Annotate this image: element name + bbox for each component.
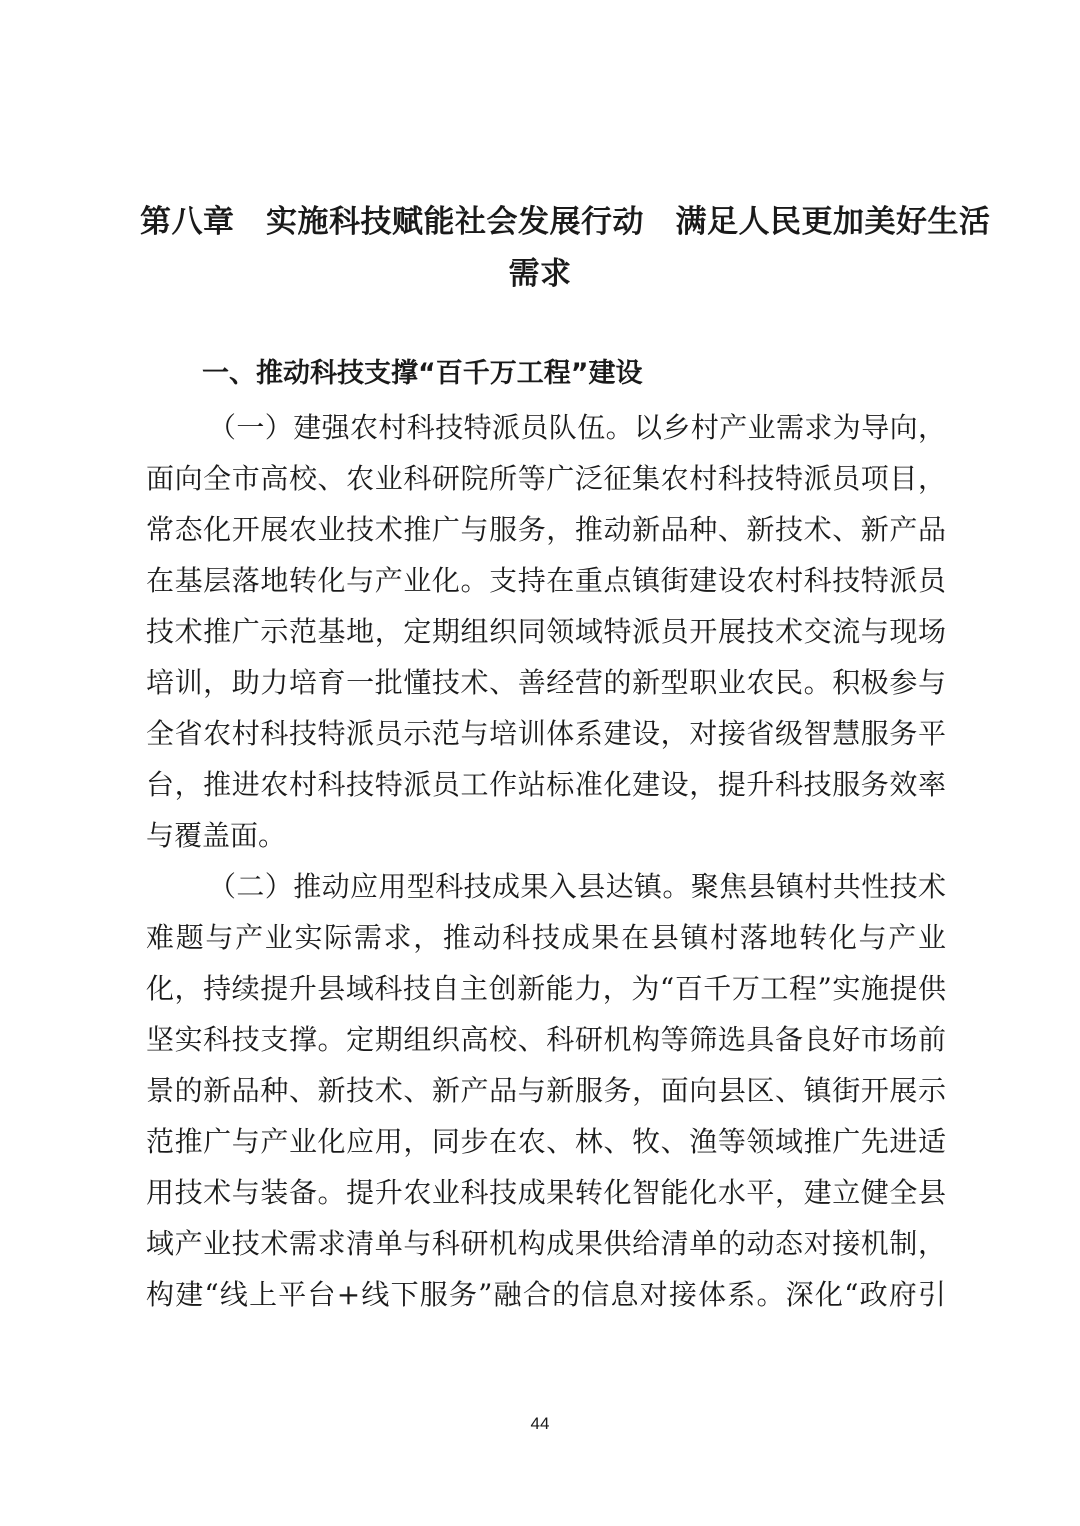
chapter-title-line-2: 需求 — [508, 256, 572, 292]
paragraph-1-line: 常态化开展农业技术推广与服务，推动新品种、新技术、新产品 — [146, 513, 946, 546]
paragraph-2-line: （二）推动应用型科技成果入县达镇。聚焦县镇村共性技术 — [208, 870, 946, 903]
paragraph-2-line: 范推广与产业化应用，同步在农、林、牧、渔等领域推广先进适 — [146, 1125, 946, 1158]
paragraph-2-line: 化，持续提升县域科技自主创新能力，为“百千万工程”实施提供 — [146, 972, 946, 1005]
body-text — [146, 402, 946, 1320]
paragraph-1-line: 台，推进农村科技特派员工作站标准化建设，提升科技服务效率 — [146, 768, 946, 801]
paragraph-2-line: 坚实科技支撑。定期组织高校、科研机构等筛选具备良好市场前 — [146, 1023, 946, 1056]
chapter-title — [140, 196, 991, 300]
paragraph-1-line: 全省农村科技特派员示范与培训体系建设，对接省级智慧服务平 — [146, 717, 946, 750]
paragraph-1-line: 培训，助力培育一批懂技术、善经营的新型职业农民。积极参与 — [146, 666, 946, 699]
paragraph-1-line: 技术推广示范基地，定期组织同领域特派员开展技术交流与现场 — [146, 615, 946, 648]
paragraph-2-line: 构建“线上平台+线下服务”融合的信息对接体系。深化“政府引 — [146, 1278, 946, 1311]
paragraph-2-line: 用技术与装备。提升农业科技成果转化智能化水平，建立健全县 — [146, 1176, 946, 1209]
section-heading: 一、推动科技支撑“百千万工程”建设 — [202, 358, 643, 389]
paragraph-1-line: 与覆盖面。 — [146, 819, 287, 852]
page-number: 44 — [530, 1414, 550, 1433]
paragraph-1-line: 面向全市高校、农业科研院所等广泛征集农村科技特派员项目， — [146, 462, 946, 495]
paragraph-1-line: （一）建强农村科技特派员队伍。以乡村产业需求为导向， — [208, 411, 946, 444]
chapter-title-line-1: 第八章 实施科技赋能社会发展行动 满足人民更加美好生活 — [140, 204, 991, 240]
paragraph-1-line: 在基层落地转化与产业化。支持在重点镇街建设农村科技特派员 — [146, 564, 946, 597]
paragraph-2-line: 难题与产业实际需求，推动科技成果在县镇村落地转化与产业 — [146, 921, 946, 954]
paragraph-2-line: 域产业技术需求清单与科研机构成果供给清单的动态对接机制， — [146, 1227, 946, 1260]
paragraph-2-line: 景的新品种、新技术、新产品与新服务，面向县区、镇街开展示 — [146, 1074, 946, 1107]
